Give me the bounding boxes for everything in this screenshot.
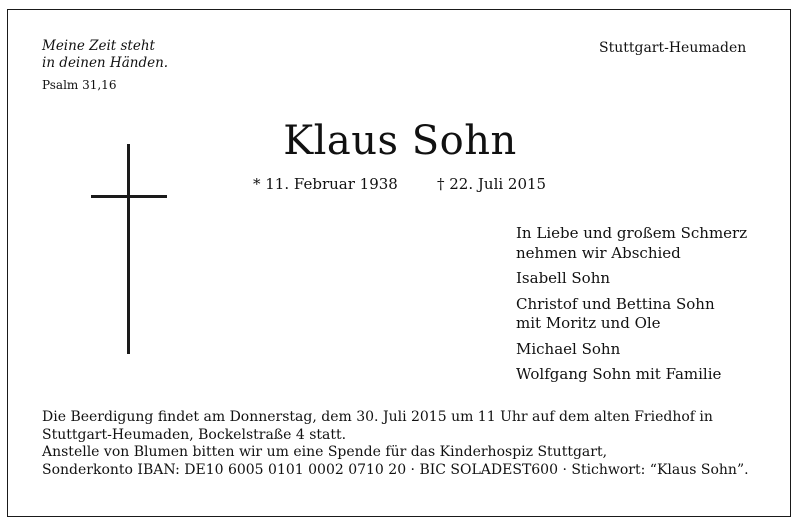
motto-line-1: Meine Zeit steht (42, 38, 155, 54)
donation-line-2: Sonderkonto IBAN: DE10 6005 0101 0002 0710 20 · BIC SOLADEST600 · Stichwort: “Klaus Sohn”. (42, 461, 749, 478)
mourner-name: Isabell Sohn (516, 269, 611, 287)
obituary-notice (7, 9, 791, 517)
death-date: † 22. Juli 2015 (437, 175, 547, 193)
mourner-entry (516, 365, 747, 385)
birth-date: * 11. Februar 1938 (253, 175, 398, 193)
cross-icon (127, 144, 130, 354)
funeral-line-2: Stuttgart-Heumaden, Bockelstraße 4 statt. (42, 426, 347, 443)
donation-line-1: Anstelle von Blumen bitten wir um eine Spende für das Kinderhospiz Stuttgart, (42, 444, 608, 460)
mourner-entry (516, 340, 747, 360)
mourner-name-continued: mit Moritz und Ole (516, 314, 661, 332)
mourner-entry (516, 295, 747, 334)
mourner-name: Wolfgang Sohn mit Familie (516, 365, 722, 383)
funeral-line-1: Die Beerdigung findet am Donnerstag, dem 30. Juli 2015 um 11 Uhr auf dem alten Friedhof in (42, 409, 713, 425)
mourner-entry (516, 269, 747, 289)
motto-source: Psalm 31,16 (42, 78, 117, 92)
place-name: Stuttgart-Heumaden (599, 40, 747, 56)
mourners-list (516, 224, 747, 391)
motto-line-2: in deinen Händen. (42, 55, 169, 71)
deceased-name: Klaus Sohn (283, 118, 517, 164)
cross-bar-icon (91, 195, 167, 198)
funeral-info (42, 409, 749, 479)
mourners-intro (516, 224, 747, 263)
intro-line-1: In Liebe und großem Schmerz (516, 224, 748, 242)
mourner-name: Michael Sohn (516, 339, 621, 358)
intro-line-2: nehmen wir Abschied (516, 243, 681, 262)
motto-quote (42, 38, 168, 72)
mourner-name: Christof und Bettina Sohn (516, 294, 715, 313)
